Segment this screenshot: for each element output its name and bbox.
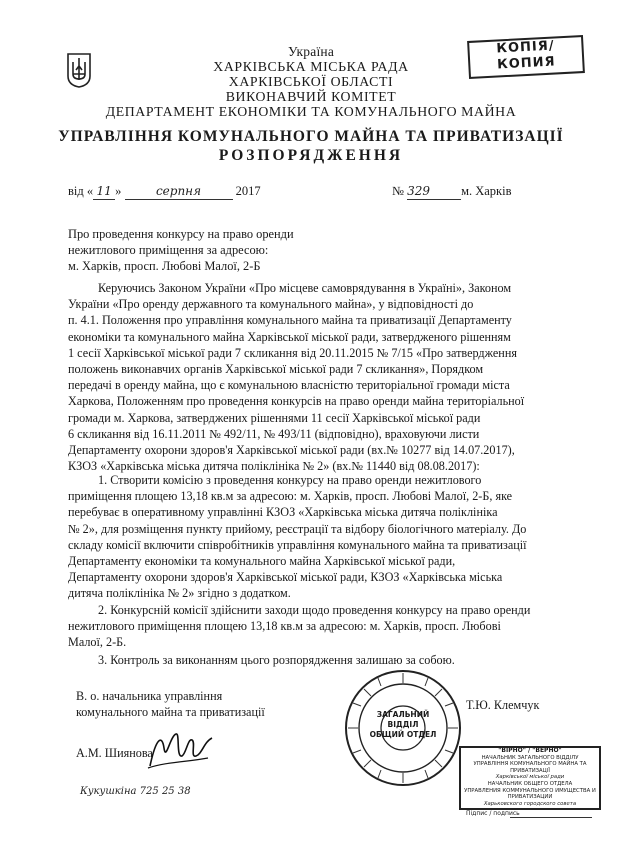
item1-line: перебуває в оперативному управлінні КЗОЗ «Харківська міська дитяча поліклініка <box>68 505 498 520</box>
copy-stamp-line2: КОПИЯ <box>496 54 556 73</box>
city-label: м. Харків <box>461 184 512 198</box>
item1-line: складу комісії включити співробітників управління комунального майна та приватизації <box>68 537 527 552</box>
certification-stamp <box>459 746 601 810</box>
subject-line: Про проведення конкурсу на право оренди <box>68 227 294 241</box>
signatory-title-line1: В. о. начальника управління <box>76 689 223 703</box>
date-day: 11 <box>93 183 115 200</box>
stamp-sign-label: Підпис / подпись <box>466 810 520 817</box>
signatory-title <box>76 688 336 720</box>
stamp-line7: Харьковского городского совета <box>483 800 577 807</box>
header-council: ХАРКІВСЬКА МІСЬКА РАДА <box>213 59 409 74</box>
header-office: УПРАВЛІННЯ КОМУНАЛЬНОГО МАЙНА ТА ПРИВАТИЗАЦІЇ <box>58 128 564 145</box>
stamp-sign-line <box>510 817 592 818</box>
preamble <box>68 280 554 474</box>
item1-line: Департаменту економіки та комунального майна Харківської міської ради, <box>68 554 456 569</box>
stamp-line2: НАЧАЛЬНИК ЗАГАЛЬНОГО ВІДДІЛУ <box>481 754 579 761</box>
copy-stamp <box>467 35 585 79</box>
preamble-line: громади м. Харкова, затверджених рішеннями 11 сесії Харківської міської ради <box>68 410 481 425</box>
copy-stamp-line1: КОПІЯ/ <box>496 38 555 57</box>
header-committee: ВИКОНАВЧИЙ КОМІТЕТ <box>225 89 397 104</box>
item1-line: Департаменту охорони здоров'я Харківської міської ради, КЗОЗ «Харківська міська <box>68 570 503 585</box>
round-stamp-line1: ЗАГАЛЬНИЙ <box>376 710 430 719</box>
preamble-line: економіки та комунального майна Харківської міської ради, затвердженого рішенням <box>68 329 511 344</box>
item1-line: 1. Створити комісію з проведення конкурсу на право оренди нежитлового <box>98 473 482 487</box>
preamble-line: Департаменту охорони здоров'я Харківської міської ради (вх.№ 10277 від 14.07.2017), <box>68 443 515 458</box>
item2-line: нежитлового приміщення площею 13,18 кв.м за адресою: м. Харків, просп. Любові <box>68 619 501 634</box>
stamp-line6: УПРАВЛЕНИЯ КОММУНАЛЬНОГО ИМУЩЕСТВА И ПРИВАТИЗАЦИИ <box>464 787 596 801</box>
date-mid: » <box>115 184 122 198</box>
subject-block <box>68 226 388 275</box>
copy-signer-name: А.М. Шиянова <box>76 746 153 760</box>
preamble-line: України «Про оренду державного та комунального майна», у відповідності до <box>68 297 474 312</box>
preamble-line: положень виконавчих органів Харківської міської ради 7 скликання», Порядком <box>68 362 484 377</box>
order-item-1 <box>68 472 554 602</box>
signatory-name: Т.Ю. Клемчук <box>466 698 540 712</box>
preamble-line: 1 сесії Харківської міської ради 7 скликання від 20.11.2015 № 7/15 «Про затвердження <box>68 345 517 360</box>
date-prefix: від « <box>68 184 94 198</box>
preamble-line: КЗОЗ «Харківська міська дитяча поліклініка № 2» (вх.№ 11440 від 08.08.2017): <box>68 459 480 474</box>
round-stamp-line2: ВІДДІЛ <box>387 720 419 729</box>
document-number <box>392 183 592 200</box>
number-prefix: № <box>392 184 404 198</box>
number-value: 329 <box>407 183 461 200</box>
date-year: 2017 <box>235 184 261 198</box>
preamble-line: Керуючись Законом України «Про місцеве самоврядування в Україні», Законом <box>98 281 512 295</box>
subject-line: нежитлового приміщення за адресою: <box>68 243 269 258</box>
header-country: Україна <box>287 44 335 59</box>
round-stamp-line3: ОБЩИЙ ОТДЕЛ <box>369 730 437 739</box>
preamble-line: передачі в оренду майна, що є комунальною власністю територіальної громади міста <box>68 378 510 393</box>
item2-line: Малої, 2-Б. <box>68 635 127 650</box>
date-month: серпня <box>125 183 233 200</box>
stamp-line1: "ВІРНО" / "ВЕРНО" <box>498 747 562 754</box>
item2-line: 2. Конкурсній комісії здійснити заходи щодо проведення конкурсу на право оренди <box>98 603 531 617</box>
order-item-2 <box>68 602 554 651</box>
round-stamp <box>343 668 463 788</box>
stamp-line3: УПРАВЛІННЯ КОМУНАЛЬНОГО МАЙНА ТА ПРИВАТИЗАЦІЇ <box>473 761 587 774</box>
preamble-line: Харкова, Положенням про проведення конкурсів на право оренди майна територіальної <box>68 394 525 409</box>
item1-line: приміщення площею 13,18 кв.м за адресою: м. Харків, просп. Любові Малої, 2-Б, яке <box>68 489 513 504</box>
handwritten-signature-icon <box>146 728 216 772</box>
document-type-title: РОЗПОРЯДЖЕННЯ <box>218 147 404 164</box>
stamp-line5: НАЧАЛЬНИК ОБЩЕГО ОТДЕЛА <box>487 780 573 787</box>
signatory-title-line2: комунального майна та приватизації <box>76 705 265 720</box>
preamble-line: 6 скликання від 16.11.2011 № 492/11, № 493/11 (відповідно), враховуючи листи <box>68 426 480 441</box>
item1-line: № 2», для розміщення пункту прийому, реєстрації та відбору біологічного матеріалу. До <box>68 521 527 536</box>
item1-line: дитяча поліклініка № 2» згідно з додатком. <box>68 586 291 601</box>
author-note: Кукушкіна 725 25 38 <box>80 786 191 797</box>
order-item-3: 3. Контроль за виконанням цього розпорядження залишаю за собою. <box>98 653 455 667</box>
header-department: ДЕПАРТАМЕНТ ЕКОНОМІКИ ТА КОМУНАЛЬНОГО МАЙНА <box>105 104 517 119</box>
stamp-line4: Харківської міської ради <box>495 774 565 781</box>
header-region: ХАРКІВСЬКОЇ ОБЛАСТІ <box>228 74 394 89</box>
subject-line: м. Харків, просп. Любові Малої, 2-Б <box>68 259 261 274</box>
preamble-line: п. 4.1. Положення про управління комунального майна та приватизації Департаменту <box>68 313 512 328</box>
